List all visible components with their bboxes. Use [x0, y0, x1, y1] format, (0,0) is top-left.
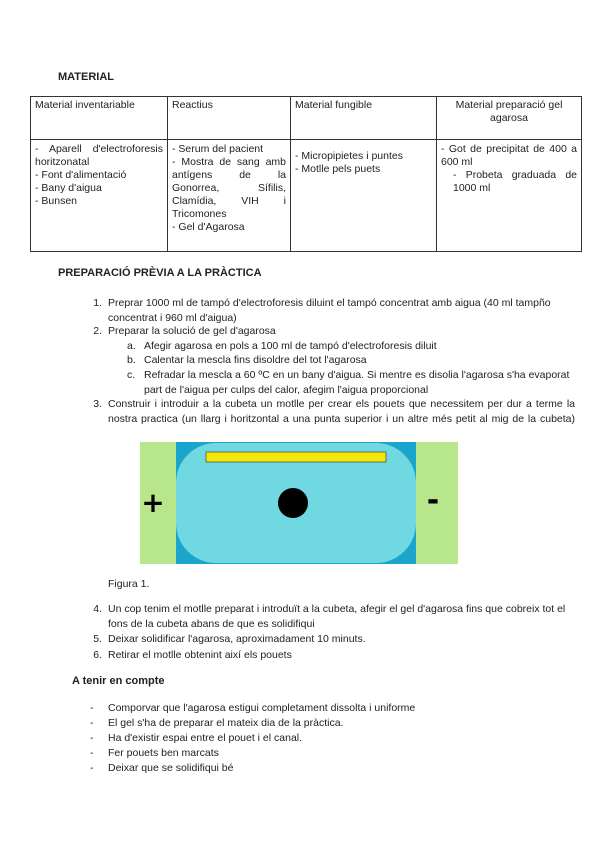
table-row [31, 140, 582, 252]
step-text: Preparar la solució de gel d'agarosa [108, 325, 276, 337]
note-text: Fer pouets ben marcats [108, 747, 219, 759]
material-heading: MATERIAL [58, 71, 115, 83]
figure-caption: Figura 1. [108, 578, 150, 590]
note-text: El gel s'ha de preparar el mateix dia de la pràctica. [108, 717, 344, 729]
substep-letter: a. [127, 340, 136, 352]
cell-gel-preparation [437, 140, 582, 252]
table-header-row [31, 97, 582, 140]
substep-letter: c. [127, 369, 136, 381]
electrophoresis-diagram [140, 442, 458, 564]
step-number: 5. [93, 633, 102, 645]
list-item: - Bunsen [35, 195, 78, 207]
cell-reactius [168, 140, 291, 252]
cell-inventariable [31, 140, 168, 252]
list-item: - Bany d'aigua [35, 182, 102, 194]
cell-fungible [291, 140, 437, 252]
note-text: Ha d'existir espai entre el pouet i el canal. [108, 732, 303, 744]
list-item: - Probeta graduada de 1000 ml [453, 169, 577, 194]
plus-label: + [141, 486, 165, 519]
header-gel-preparation: Material preparació gel agarosa [437, 97, 582, 140]
step-number: 4. [93, 603, 102, 615]
small-well [278, 488, 308, 518]
list-item: - Aparell d'electroforesis horitzonatal [35, 143, 163, 168]
list-item: - Motlle pels puets [295, 163, 381, 175]
step-number: 1. [93, 297, 102, 309]
step-text: Construir i introduir a la cubeta un motlle per crear els pouets que necessitem per dur a terme la nostra practica (un llarg i horitzontal a una punta superior i un altre més petit al mig de la cubeta) [108, 398, 575, 425]
notes-heading: A tenir en compte [72, 675, 165, 687]
step-text: Un cop tenim el motlle preparat i introduït a la cubeta, afegir el gel d'agarosa fins que cobreix tot el fons de la cubeta abans de que es solidifiqui [108, 603, 566, 630]
long-well [206, 452, 386, 462]
substep-text: Calentar la mescla fins disoldre del tot l'agarosa [144, 354, 367, 366]
material-table [30, 96, 582, 252]
step-text: Retirar el motlle obtenint així els pouets [108, 649, 292, 661]
header-inventariable: Material inventariable [31, 97, 168, 140]
substep-text: Refradar la mescla a 60 ºC en un bany d'aigua. Si mentre es disolia l'agarosa s'ha evaporat part de l'aigua per culps del calor, afegim l'aigua proporcional [144, 369, 570, 396]
note-text: Comporvar que l'agarosa estigui completament dissolta i uniforme [108, 702, 416, 714]
minus-label: - [426, 483, 440, 518]
step-number: 6. [93, 649, 102, 661]
list-item: - Font d'alimentació [35, 169, 127, 181]
header-reactius: Reactius [168, 97, 291, 140]
list-item: - Serum del pacient [172, 143, 264, 155]
step-number: 2. [93, 325, 102, 337]
step-item [90, 324, 575, 339]
step-item [90, 397, 575, 442]
step-number: 3. [93, 398, 102, 410]
list-item: - Micropipietes i puntes [295, 150, 403, 162]
note-text: Deixar que se solidifiqui bé [108, 762, 234, 774]
preparation-heading: PREPARACIÓ PRÈVIA A LA PRÀCTICA [58, 267, 262, 279]
header-fungible: Material fungible [291, 97, 437, 140]
step-text: Preprar 1000 ml de tampó d'electroforesis diluint el tampó concentrat amb aigua (40 ml tampño concentrat i 960 ml d'aigua) [108, 297, 551, 324]
list-item: - Mostra de sang amb antígens de la Gonorrea, Sífilis, Clamídia, VIH i Tricomones [172, 156, 286, 220]
list-item: - Gel d'Agarosa [172, 221, 245, 233]
substep-text: Afegir agarosa en pols a 100 ml de tampó d'electroforesis diluit [144, 340, 437, 352]
substep-letter: b. [127, 354, 136, 366]
step-item [90, 602, 575, 632]
step-item [90, 296, 575, 326]
step-text: Deixar solidificar l'agarosa, aproximadament 10 minuts. [108, 633, 366, 645]
list-item: - Got de precipitat de 400 a 600 ml [441, 143, 577, 168]
